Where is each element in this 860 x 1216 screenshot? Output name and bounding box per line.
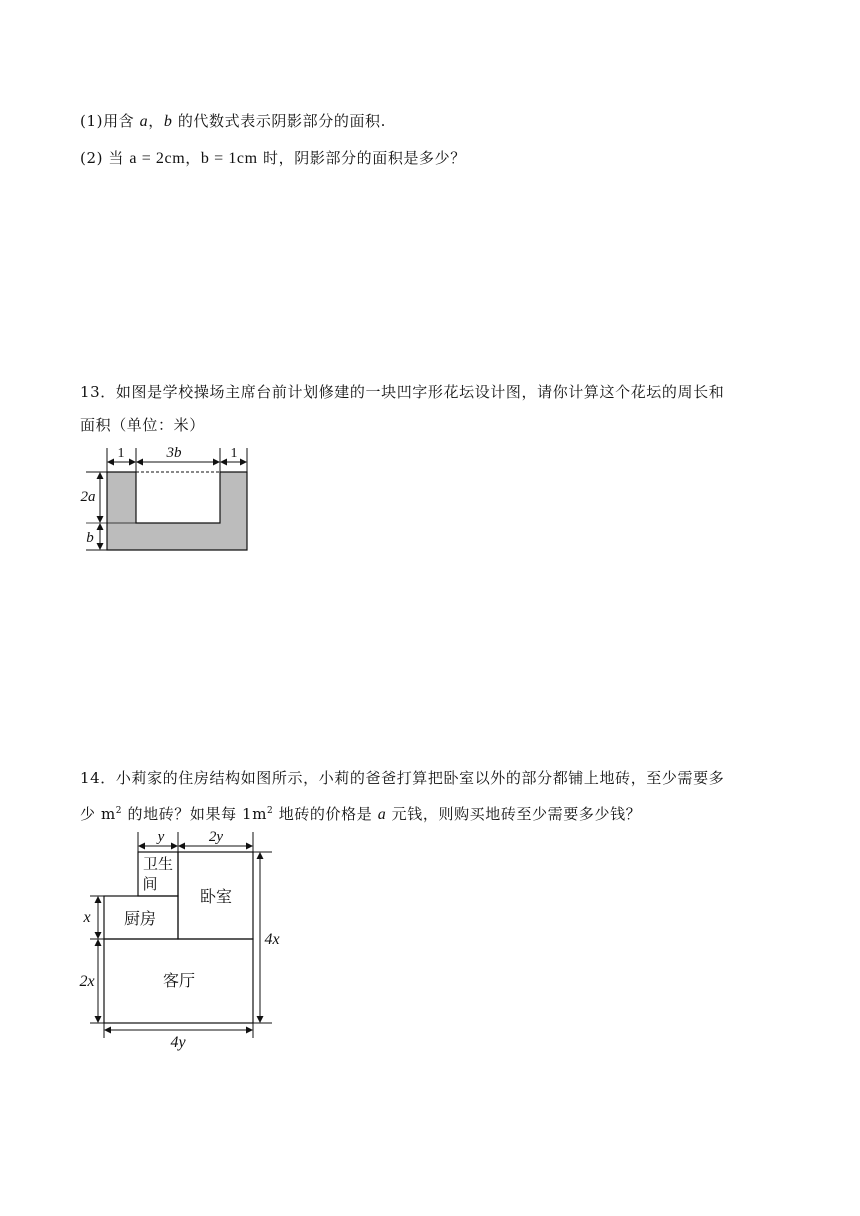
dim-label-left: 1 — [117, 446, 125, 461]
dim-label-y: y — [157, 829, 165, 845]
kitchen-label: 厨房 — [123, 909, 157, 928]
dim-label-2a: 2a — [80, 489, 96, 505]
q2-a-value: a = 2cm — [129, 150, 186, 167]
q14-text-a: 少 m — [80, 805, 116, 823]
dim-label-2x: 2x — [79, 973, 95, 990]
dim-label-mid: 3b — [166, 445, 182, 461]
q14-var-a: a — [377, 806, 387, 823]
flowerbed-figure — [78, 440, 258, 558]
dim-label-x: x — [83, 909, 91, 926]
q2-text-when: 当 — [103, 149, 130, 167]
question-13-line1: 13．如图是学校操场主席台前计划修建的一块凹字形花坛设计图，请你计算这个花坛的周长和 — [80, 383, 725, 401]
flowerbed-shaded-area — [107, 472, 247, 550]
q1-text-a: 用含 — [103, 112, 140, 130]
q14-sup-2: 2 — [267, 806, 274, 816]
q2-separator: ， — [185, 149, 201, 167]
q14-sup-1: 2 — [115, 806, 123, 816]
q2-text-rest: 时，阴影部分的面积是多少？ — [257, 149, 466, 167]
q1-number: (1) — [80, 112, 104, 130]
q2-number: (2) — [80, 149, 104, 167]
living-room-label: 客厅 — [162, 971, 196, 990]
q14-text-c: 地砖的价格是 — [273, 805, 378, 823]
question-14-line2 — [80, 800, 641, 826]
question-13-line2: 面积（单位：米） — [80, 416, 205, 434]
dim-label-4x: 4x — [264, 931, 280, 948]
house-floorplan-figure — [76, 826, 296, 1052]
question-1-1 — [80, 110, 386, 133]
bathroom-label-1: 卫生 — [142, 855, 174, 873]
dim-label-b: b — [86, 530, 94, 546]
question-1-2 — [80, 147, 466, 170]
q1-comma: ， — [148, 112, 164, 130]
q1-var-a: a — [139, 113, 149, 130]
dim-label-right: 1 — [230, 446, 238, 461]
q1-var-b: b — [163, 113, 173, 130]
bedroom-label: 卧室 — [199, 887, 233, 906]
bathroom-label-2: 间 — [142, 875, 158, 893]
q14-text-b: 的地砖？如果每 1m — [122, 805, 268, 823]
q1-text-rest: 的代数式表示阴影部分的面积. — [172, 112, 387, 130]
q2-b-value: b = 1cm — [200, 150, 258, 167]
q14-text-d: 元钱，则购买地砖至少需要多少钱？ — [386, 805, 642, 823]
dim-label-4y: 4y — [170, 1034, 186, 1051]
dim-label-2y: 2y — [208, 829, 224, 845]
question-14-line1: 14．小莉家的住房结构如图所示，小莉的爸爸打算把卧室以外的部分都铺上地砖，至少需要多 — [80, 769, 725, 787]
